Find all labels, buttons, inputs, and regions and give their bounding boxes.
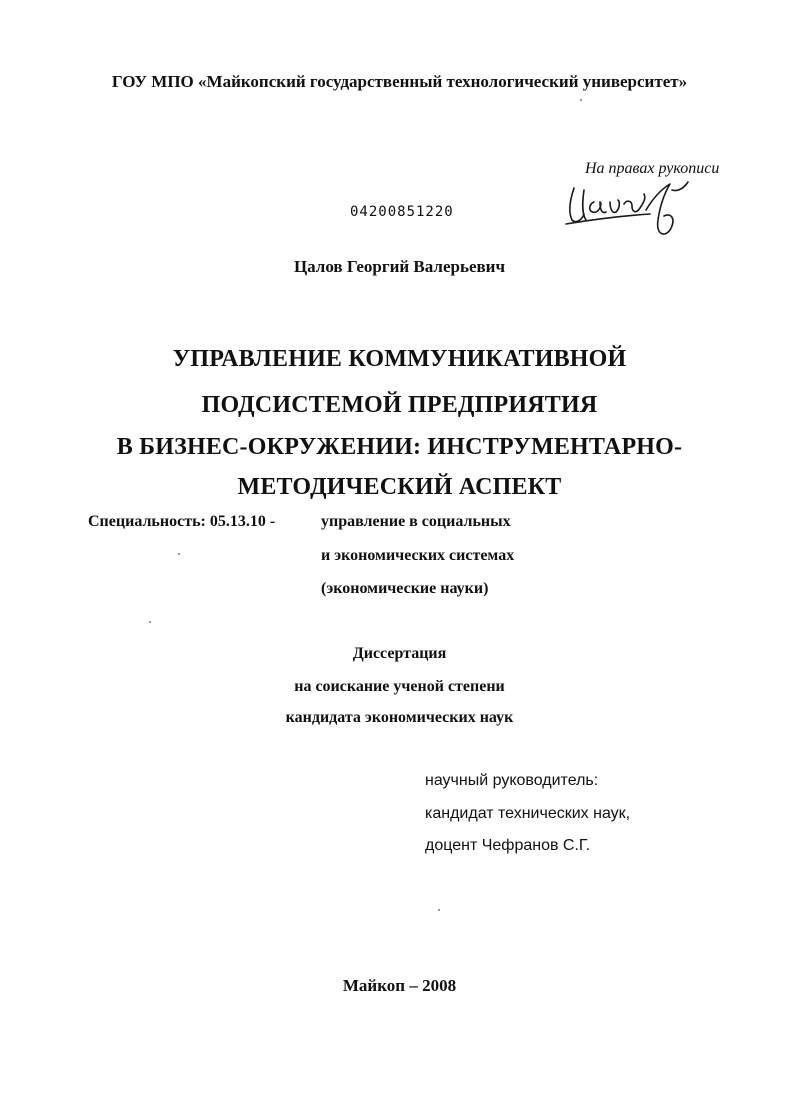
specialty-line-3: (экономические науки) bbox=[321, 580, 489, 597]
handwritten-signature bbox=[560, 180, 710, 242]
scan-speck bbox=[438, 909, 440, 911]
specialty-label: Специальность: 05.13.10 - bbox=[88, 513, 276, 530]
university-name: ГОУ МПО «Майкопский государственный технологический университет» bbox=[111, 72, 688, 91]
degree-line-3: кандидата экономических наук bbox=[285, 709, 514, 726]
title-line-1: УПРАВЛЕНИЕ КОММУНИКАТИВНОЙ bbox=[172, 346, 627, 372]
specialty-line-1: управление в социальных bbox=[321, 513, 511, 530]
title-line-4: МЕТОДИЧЕСКИЙ АСПЕКТ bbox=[237, 474, 562, 500]
scan-speck bbox=[178, 553, 180, 555]
supervisor-line-2: кандидат технических наук, bbox=[425, 805, 631, 822]
supervisor-line-3: доцент Чефранов С.Г. bbox=[425, 837, 591, 854]
specialty-line-2: и экономических системах bbox=[321, 547, 515, 564]
title-line-3: В БИЗНЕС-ОКРУЖЕНИИ: ИНСТРУМЕНТАРНО- bbox=[116, 434, 683, 460]
degree-line-2: на соискание ученой степени bbox=[294, 678, 505, 695]
scan-speck bbox=[580, 99, 582, 101]
scan-speck bbox=[149, 621, 151, 623]
title-line-2: ПОДСИСТЕМОЙ ПРЕДПРИЯТИЯ bbox=[201, 392, 598, 418]
author-name: Цалов Георгий Валерьевич bbox=[293, 257, 506, 276]
city-year: Майкоп – 2008 bbox=[342, 976, 457, 995]
call-number: 04200851220 bbox=[350, 204, 454, 220]
manuscript-rights-caption: На правах рукописи bbox=[585, 160, 720, 177]
degree-line-1: Диссертация bbox=[352, 645, 447, 662]
supervisor-line-1: научный руководитель: bbox=[425, 772, 599, 789]
